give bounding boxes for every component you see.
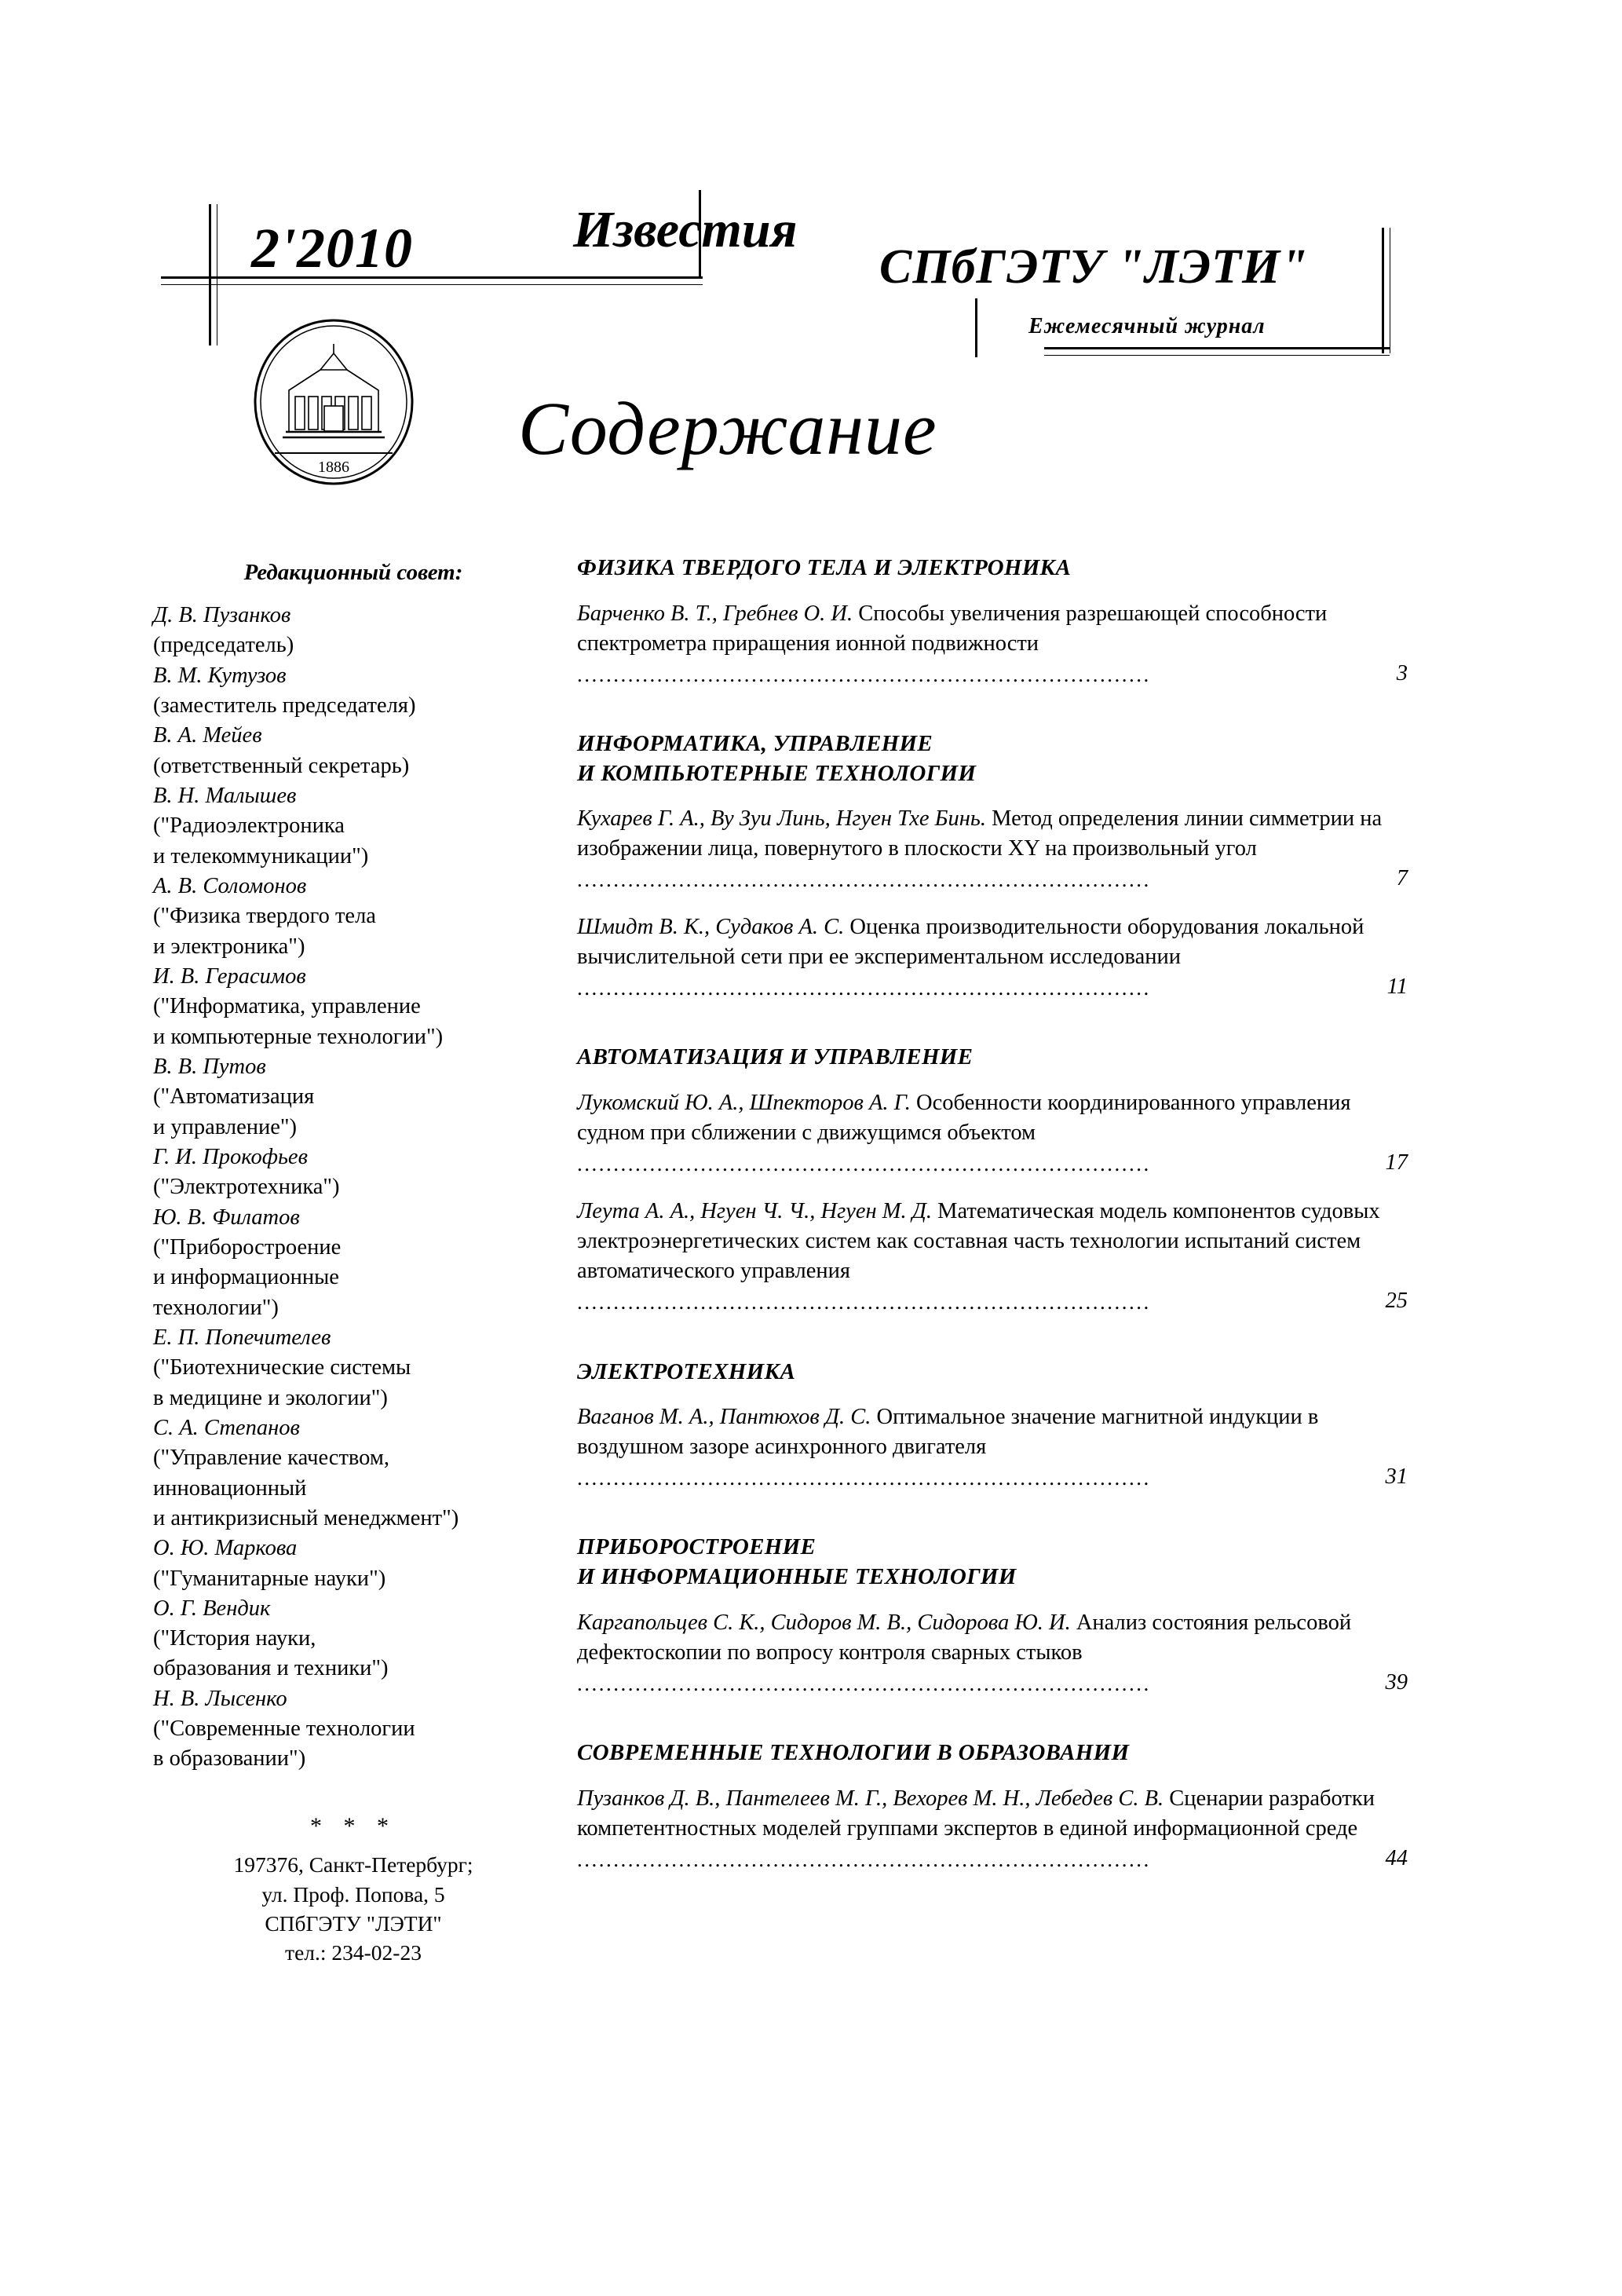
toc-entry[interactable] bbox=[577, 1402, 1409, 1492]
member-role: (заместитель председателя) bbox=[153, 693, 416, 718]
toc-leader-dots: ............................................................................... bbox=[577, 1152, 1151, 1176]
member-role: и компьютерные технологии") bbox=[153, 1024, 444, 1049]
toc-leader-dots: ............................................................................... bbox=[577, 1290, 1151, 1314]
toc-entry-page: 3 bbox=[1396, 660, 1408, 686]
masthead-rule-bottom bbox=[1044, 347, 1390, 349]
address-line: тел.: 234-02-23 bbox=[285, 1940, 422, 1965]
toc-entry[interactable] bbox=[577, 599, 1409, 689]
member-role: ("Современные технологии bbox=[153, 1717, 415, 1742]
editorial-board-member bbox=[153, 601, 553, 661]
toc-entry[interactable] bbox=[577, 804, 1409, 894]
university-name: СПбГЭТУ "ЛЭТИ" bbox=[879, 240, 1309, 294]
member-name: О. Г. Вендик bbox=[153, 1596, 271, 1621]
editorial-board-member bbox=[153, 872, 553, 962]
toc-entry[interactable] bbox=[577, 1608, 1409, 1698]
member-role: и управление") bbox=[153, 1114, 298, 1139]
member-role: и электроника") bbox=[153, 934, 305, 959]
editorial-address bbox=[153, 1850, 553, 1968]
toc-entry-authors: Барченко В. Т., Гребнев О. И. bbox=[577, 601, 853, 626]
masthead-rule-right bbox=[1382, 228, 1384, 353]
toc-section-heading-line: ФИЗИКА ТВЕРДОГО ТЕЛА И ЭЛЕКТРОНИКА bbox=[577, 555, 1072, 580]
periodicity-label: Ежемесячный журнал bbox=[1028, 314, 1266, 338]
member-name: В. А. Мейев bbox=[153, 723, 262, 748]
member-role: ("Биотехнические системы bbox=[153, 1355, 411, 1380]
toc-entry-page: 31 bbox=[1385, 1464, 1408, 1490]
member-name: В. М. Кутузов bbox=[153, 663, 287, 688]
university-emblem bbox=[251, 318, 416, 487]
address-line: ул. Проф. Попова, 5 bbox=[261, 1881, 445, 1907]
toc-section-heading-line: И ИНФОРМАЦИОННЫЕ ТЕХНОЛОГИИ bbox=[577, 1564, 1017, 1590]
emblem-year: 1886 bbox=[318, 459, 349, 476]
member-role: (председатель) bbox=[153, 633, 294, 658]
toc-section-heading-line: ЭЛЕКТРОТЕХНИКА bbox=[577, 1358, 796, 1384]
editorial-board-member bbox=[153, 1203, 553, 1323]
member-role: в образовании") bbox=[153, 1746, 306, 1771]
editorial-board-member bbox=[153, 1684, 553, 1775]
toc-entry-title: Особенности координированного управления судном при сближении с движущимся объектом bbox=[577, 1091, 1351, 1146]
editorial-board bbox=[153, 558, 553, 1968]
member-role: ("Физика твердого тела bbox=[153, 904, 376, 929]
toc-section-heading-line: ИНФОРМАТИКА, УПРАВЛЕНИЕ bbox=[577, 730, 933, 756]
toc-section-heading bbox=[577, 1533, 1409, 1592]
member-name: Д. В. Пузанков bbox=[153, 603, 291, 627]
member-name: В. В. Путов bbox=[153, 1054, 266, 1079]
member-role: инновационный bbox=[153, 1475, 307, 1501]
toc-leader-dots: ............................................................................... bbox=[577, 1466, 1151, 1490]
editorial-board-member bbox=[153, 1143, 553, 1203]
member-role: и телекоммуникации") bbox=[153, 843, 369, 868]
toc-entry-authors: Лукомский Ю. А., Шпекторов А. Г. bbox=[577, 1091, 911, 1116]
toc-entry-authors: Шмидт В. К., Судаков А. С. bbox=[577, 915, 845, 940]
toc-section-heading bbox=[577, 729, 1409, 788]
member-name: О. Ю. Маркова bbox=[153, 1536, 298, 1561]
masthead-rule-left bbox=[209, 204, 211, 345]
toc-entry-authors: Кухарев Г. А., Ву Зуи Линь, Нгуен Тхе Бинь. bbox=[577, 806, 986, 832]
toc-entry[interactable] bbox=[577, 1197, 1409, 1316]
member-name: Е. П. Попечителев bbox=[153, 1325, 331, 1350]
member-role: образования и техники") bbox=[153, 1656, 389, 1681]
section-separator: * * * bbox=[310, 1812, 396, 1839]
toc-entry[interactable] bbox=[577, 1784, 1409, 1874]
masthead-rule-center bbox=[975, 298, 977, 357]
member-role: (ответственный секретарь) bbox=[153, 753, 410, 778]
editorial-board-heading: Редакционный совет: bbox=[243, 560, 463, 585]
toc-entry-title: Способы увеличения разрешающей способности спектрометра приращения ионной подвижности bbox=[577, 601, 1328, 656]
editorial-board-member bbox=[153, 1413, 553, 1534]
toc-entry-title: Сценарии разработки компетентностных моделей группами экспертов в единой информационной среде bbox=[577, 1786, 1375, 1841]
member-name: А. В. Соломонов bbox=[153, 873, 307, 898]
issue-number: 2'2010 bbox=[251, 217, 414, 280]
address-line: 197376, Санкт-Петербург; bbox=[233, 1852, 473, 1877]
toc-section-heading-line: СОВРЕМЕННЫЕ ТЕХНОЛОГИИ В ОБРАЗОВАНИИ bbox=[577, 1739, 1130, 1765]
masthead-rule-top-thin bbox=[161, 284, 703, 285]
member-name: С. А. Степанов bbox=[153, 1415, 300, 1440]
member-role: и антикризисный менеджмент") bbox=[153, 1505, 459, 1530]
toc-leader-dots: ............................................................................... bbox=[577, 868, 1151, 892]
toc-entry-page: 44 bbox=[1385, 1845, 1408, 1870]
toc-entry-authors: Ваганов М. А., Пантюхов Д. С. bbox=[577, 1405, 871, 1430]
member-name: И. В. Герасимов bbox=[153, 963, 306, 989]
member-name: Ю. В. Филатов bbox=[153, 1205, 300, 1230]
member-role: ("Радиоэлектроника bbox=[153, 813, 345, 839]
toc-entry-page: 39 bbox=[1385, 1669, 1408, 1695]
member-role: ("Автоматизация bbox=[153, 1084, 315, 1110]
member-role: и информационные bbox=[153, 1265, 339, 1290]
toc-leader-dots: ............................................................................... bbox=[577, 662, 1151, 686]
editorial-board-member bbox=[153, 661, 553, 722]
member-role: ("Информатика, управление bbox=[153, 994, 421, 1019]
member-role: ("История науки, bbox=[153, 1626, 316, 1651]
member-role: ("Приборостроение bbox=[153, 1234, 342, 1260]
member-role: ("Управление качеством, bbox=[153, 1446, 390, 1471]
toc-section-heading bbox=[577, 554, 1409, 583]
toc-section-heading bbox=[577, 1358, 1409, 1387]
editorial-board-member bbox=[153, 781, 553, 872]
member-role: ("Электротехника") bbox=[153, 1175, 340, 1200]
toc-entry-page: 17 bbox=[1385, 1150, 1408, 1175]
toc-entry[interactable] bbox=[577, 1088, 1409, 1178]
toc-entry-authors: Каргапольцев С. К., Сидоров М. В., Сидорова Ю. И. bbox=[577, 1610, 1071, 1635]
member-role: ("Гуманитарные науки") bbox=[153, 1566, 386, 1591]
editorial-board-list bbox=[153, 601, 553, 1775]
toc-entry-page: 11 bbox=[1386, 974, 1408, 1000]
table-of-contents bbox=[577, 554, 1409, 1892]
journal-name: Известия bbox=[573, 201, 798, 258]
toc-entry-title: Метод определения линии симметрии на изображении лица, повернутого в плоскости XY на произвольный угол bbox=[577, 806, 1383, 861]
masthead-rule-top bbox=[161, 276, 703, 279]
toc-entry-title: Оптимальное значение магнитной индукции в воздушном зазоре асинхронного двигателя bbox=[577, 1405, 1319, 1460]
address-line: СПбГЭТУ "ЛЭТИ" bbox=[265, 1910, 442, 1936]
toc-entry-title: Анализ состояния рельсовой дефектоскопии по вопросу контроля сварных стыков bbox=[577, 1610, 1352, 1665]
toc-section-heading bbox=[577, 1738, 1409, 1768]
member-name: Н. В. Лысенко bbox=[153, 1686, 287, 1711]
member-role: в медицине и экологии") bbox=[153, 1385, 388, 1410]
toc-section-heading bbox=[577, 1043, 1409, 1073]
member-role: технологии") bbox=[153, 1295, 279, 1320]
editorial-board-member bbox=[153, 962, 553, 1052]
toc-entry[interactable] bbox=[577, 912, 1409, 1002]
toc-section-heading-line: И КОМПЬЮТЕРНЫЕ ТЕХНОЛОГИИ bbox=[577, 760, 977, 786]
toc-entry-authors: Пузанков Д. В., Пантелеев М. Г., Вехорев М. Н., Лебедев С. В. bbox=[577, 1786, 1164, 1811]
member-name: В. Н. Малышев bbox=[153, 783, 297, 808]
toc-section-heading-line: АВТОМАТИЗАЦИЯ И УПРАВЛЕНИЕ bbox=[577, 1044, 974, 1070]
editorial-board-member bbox=[153, 721, 553, 781]
editorial-board-member bbox=[153, 1534, 553, 1594]
editorial-board-member bbox=[153, 1594, 553, 1684]
toc-entry-authors: Леута А. А., Нгуен Ч. Ч., Нгуен М. Д. bbox=[577, 1199, 933, 1224]
toc-entry-page: 7 bbox=[1396, 866, 1408, 891]
editorial-board-member bbox=[153, 1323, 553, 1413]
toc-leader-dots: ............................................................................... bbox=[577, 1671, 1151, 1695]
toc-entry-title: Оценка производительности оборудования локальной вычислительной сети при ее экспериментальном исследовании bbox=[577, 915, 1364, 970]
toc-leader-dots: ............................................................................... bbox=[577, 976, 1151, 1000]
toc-leader-dots: ............................................................................... bbox=[577, 1847, 1151, 1871]
toc-section-heading-line: ПРИБОРОСТРОЕНИЕ bbox=[577, 1534, 816, 1560]
masthead-rule-bottom-thin bbox=[1044, 355, 1390, 356]
toc-entry-title: Математическая модель компонентов судовых электроэнергетических систем как составная часть технологии испытаний систем автоматического управления bbox=[577, 1199, 1380, 1284]
member-name: Г. И. Прокофьев bbox=[153, 1144, 308, 1169]
toc-entry-page: 25 bbox=[1385, 1289, 1408, 1314]
page-title: Содержание bbox=[518, 386, 937, 470]
editorial-board-member bbox=[153, 1052, 553, 1143]
